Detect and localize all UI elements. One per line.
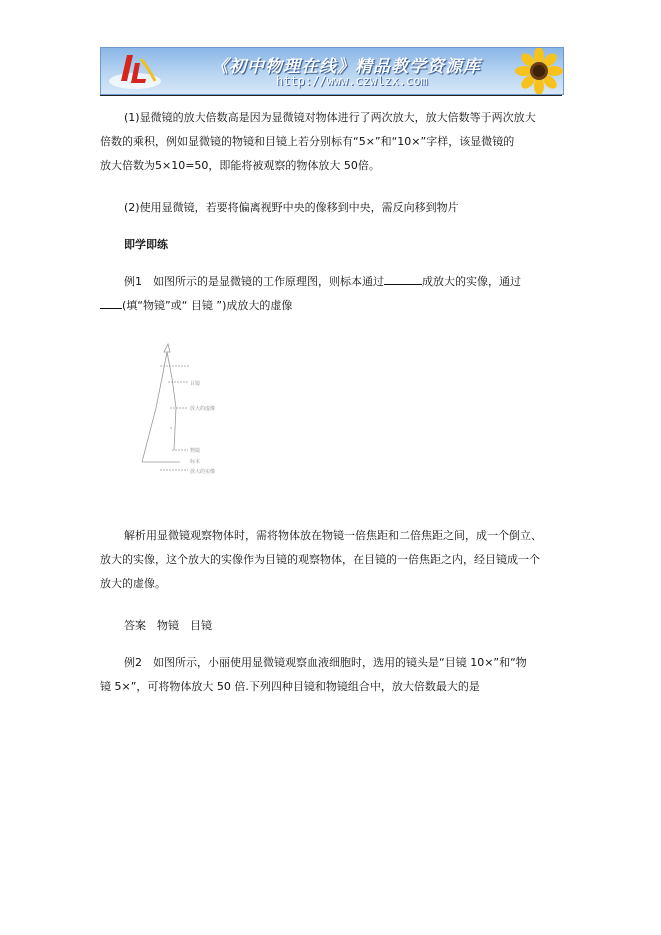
analysis-line3: 放大的虚像。	[100, 577, 166, 590]
header-banner	[100, 47, 564, 95]
analysis	[100, 524, 570, 596]
para1-line3: 放大倍数为5×10=50，即能将被观察的物体放大 50倍。	[100, 159, 380, 172]
ex1-text-c: (填“物镜”或“ 目镜 ”)成放大的虚像	[122, 299, 293, 312]
para1-line2: 倍数的乘积，例如显微镜的物镜和目镜上若分别标有“5×”和“10×”字样，该显微镜的	[100, 135, 515, 148]
example1	[100, 270, 570, 318]
section-title: 即学即练	[124, 238, 168, 251]
diagram-label-real: 放大的实像	[190, 469, 216, 475]
ex1-blank2	[100, 297, 122, 309]
ex2-line1: 例2 如图所示，小丽使用显微镜观察血液细胞时，选用的镜头是“目镜 10×”和“物	[124, 656, 527, 669]
paragraph-move-image: (2)使用显微镜，若要将偏离视野中央的像移到中央，需反向移到物片	[124, 201, 459, 214]
analysis-line2: 放大的实像，这个放大的实像作为目镜的观察物体，在目镜的一倍焦距之内，经目镜成一个	[100, 553, 540, 566]
ex2-line2: 镜 5×”，可将物体放大 50 倍.下列四种目镜和物镜组合中，放大倍数最大的是	[100, 680, 480, 693]
paragraph-magnification	[100, 106, 570, 178]
answer: 答案 物镜 目镜	[124, 619, 212, 632]
banner-url[interactable]: http://www.czwlzx.com	[276, 74, 428, 88]
header-rule	[100, 95, 562, 96]
diagram-label-eyepiece: 目镜	[190, 381, 201, 387]
analysis-line1: 解析用显微镜观察物体时，需将物体放在物镜一倍焦距和二倍焦距之间，成一个倒立、	[124, 529, 542, 542]
ex1-blank1	[384, 273, 422, 285]
diagram-label-objective: 物镜	[190, 448, 201, 454]
ex1-text-a: 例1 如图所示的是显微镜的工作原理图，则标本通过	[124, 275, 384, 288]
sunflower-icon	[509, 48, 564, 94]
diagram-label-virtual: 放大的虚像	[190, 406, 216, 412]
para1-line1: (1)显微镜的放大倍数高是因为显微镜对物体进行了两次放大，放大倍数等于两次放大	[124, 111, 536, 124]
diagram-label-specimen: 标本	[190, 459, 201, 465]
banner-title: 《初中物理在线》精品教学资源库	[211, 57, 481, 77]
ex1-text-b: 成放大的实像，通过	[422, 275, 521, 288]
microscope-diagram	[130, 338, 240, 486]
example2	[100, 651, 570, 699]
site-logo-icon	[105, 51, 165, 91]
